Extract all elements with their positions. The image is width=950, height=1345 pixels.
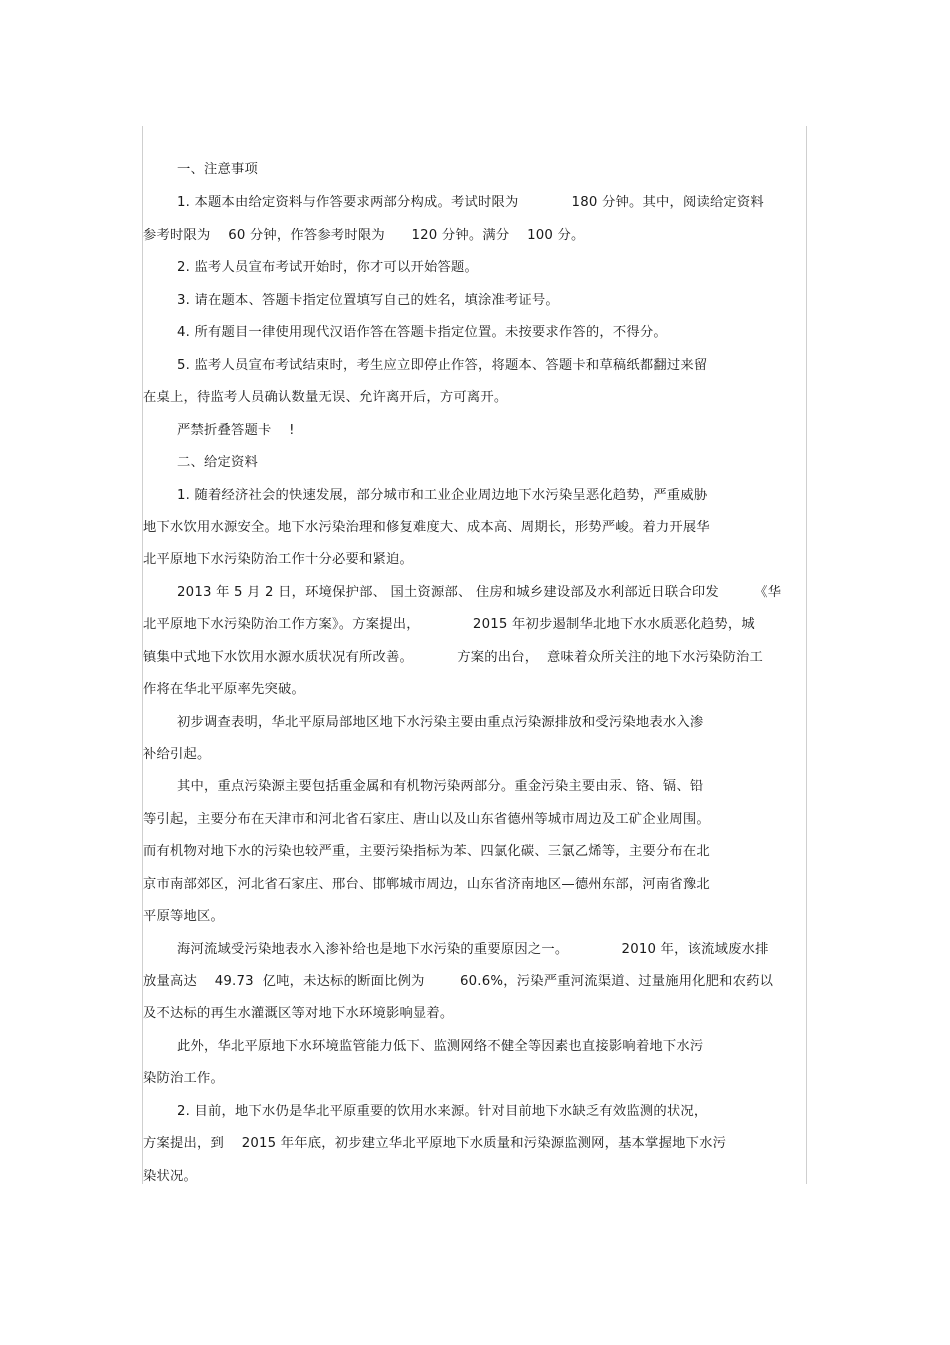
text-line: 参考时限为 60 分钟，作答参考时限为 120 分钟。满分 100 分。 (143, 228, 585, 243)
text-line: 1. 本题本由给定资料与作答要求两部分构成。考试时限为 180 分钟。其中，阅读给定资料 (177, 195, 764, 210)
text-line: 其中，重点污染源主要包括重金属和有机物污染两部分。重金污染主要由汞、铬、镉、铅 (177, 779, 704, 794)
text-line: 5. 监考人员宣布考试结束时，考生应立即停止作答，将题本、答题卡和草稿纸都翻过来留 (177, 358, 708, 373)
text-line: 严禁折叠答题卡 ! (177, 423, 295, 438)
text-line: 地下水饮用水源安全。地下水污染治理和修复难度大、成本高、周期长，形势严峻。着力开展华 (143, 520, 710, 535)
text-line: 方案提出，到 2015 年年底，初步建立华北平原地下水质量和污染源监测网，基本掌握地下水污 (143, 1136, 727, 1151)
heading-notice: 一、注意事项 (177, 162, 258, 177)
text-line: 北平原地下水污染防治工作十分必要和紧迫。 (143, 552, 413, 567)
text-line: 染防治工作。 (143, 1071, 224, 1086)
text-line: 镇集中式地下水饮用水源水质状况有所改善。 方案的出台， 意味着众所关注的地下水污染防治工 (143, 650, 763, 665)
text-line: 此外，华北平原地下水环境监管能力低下、监测网络不健全等因素也直接影响着地下水污 (177, 1039, 704, 1054)
text-line: 补给引起。 (143, 747, 211, 762)
text-line: 1. 随着经济社会的快速发展，部分城市和工业企业周边地下水污染呈恶化趋势，严重威胁 (177, 488, 708, 503)
text-line: 京市南部郊区，河北省石家庄、邢台、邯郸城市周边，山东省济南地区—德州东部，河南省豫北 (143, 877, 710, 892)
text-line: 作将在华北平原率先突破。 (143, 682, 305, 697)
text-line: 2. 目前，地下水仍是华北平原重要的饮用水来源。针对目前地下水缺乏有效监测的状况， (177, 1104, 708, 1119)
text-line: 及不达标的再生水灌溉区等对地下水环境影响显着。 (143, 1006, 454, 1021)
text-line: 4. 所有题目一律使用现代汉语作答在答题卡指定位置。未按要求作答的，不得分。 (177, 325, 667, 340)
text-line: 初步调查表明，华北平原局部地区地下水污染主要由重点污染源排放和受污染地表水入渗 (177, 715, 704, 730)
text-line: 等引起，主要分布在天津市和河北省石家庄、唐山以及山东省德州等城市周边及工矿企业周围。 (143, 812, 710, 827)
text-line: 在桌上，待监考人员确认数量无误、允许离开后，方可离开。 (143, 390, 508, 405)
text-line: 2013 年 5 月 2 日，环境保护部、 国土资源部、 住房和城乡建设部及水利部近日联合印发 《华 (177, 585, 782, 600)
text-line: 2. 监考人员宣布考试开始时，你才可以开始答题。 (177, 260, 478, 275)
text-line: 放量高达 49.73 亿吨，未达标的断面比例为 60.6%，污染严重河流渠道、过量施用化肥和农药以 (143, 974, 774, 989)
text-line: 平原等地区。 (143, 909, 224, 924)
text-line: 染状况。 (143, 1169, 197, 1184)
text-line: 海河流域受污染地表水入渗补给也是地下水污染的重要原因之一。 2010 年，该流域废水排 (177, 942, 769, 957)
text-line: 北平原地下水污染防治工作方案》。方案提出， 2015 年初步遏制华北地下水水质恶化趋势，城 (143, 617, 755, 632)
text-line: 而有机物对地下水的污染也较严重，主要污染指标为苯、四氯化碳、三氯乙烯等，主要分布在北 (143, 844, 710, 859)
text-line: 3. 请在题本、答题卡指定位置填写自己的姓名，填涂准考证号。 (177, 293, 559, 308)
right-margin-rule (806, 126, 807, 1184)
document-body (143, 0, 806, 1345)
heading-materials: 二、给定资料 (177, 455, 258, 470)
